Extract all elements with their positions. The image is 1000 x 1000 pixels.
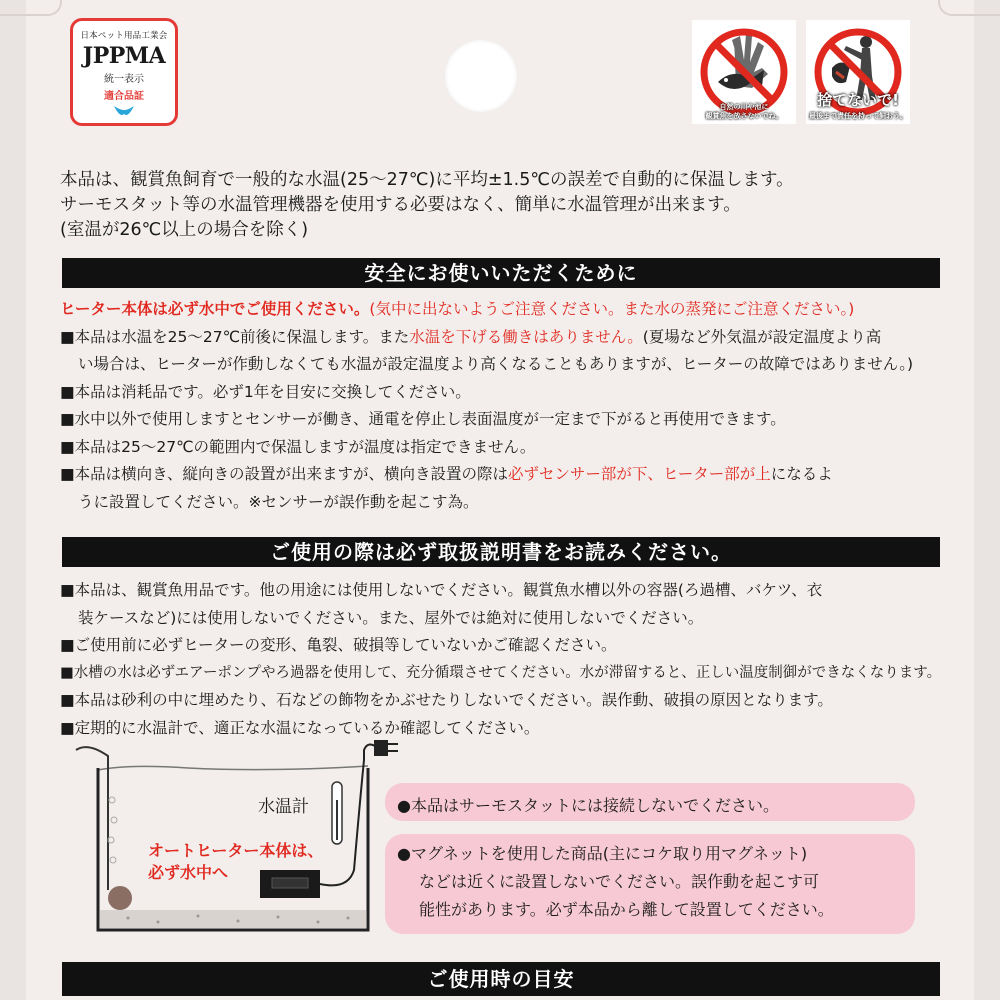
jppma-logo xyxy=(70,18,178,126)
heater-label-2: 必ず水中へ xyxy=(148,863,229,882)
warning-no-dumping xyxy=(806,20,910,124)
card-edge-left xyxy=(0,0,26,1000)
section-title-usage: ご使用時の目安 xyxy=(62,962,940,996)
safety-item-3: ■水中以外で使用しますとセンサーが働き、通電を停止し表面温度が一定まで下がると再使用できます。 xyxy=(60,410,786,428)
note-magnet xyxy=(385,834,915,934)
manual-item-1-cont: 装ケースなど)には使用しないでください。また、屋外では絶対に使用しないでください。 xyxy=(78,608,704,627)
aquarium-diagram xyxy=(68,740,398,940)
safety-item-5-b: になるよ xyxy=(770,465,833,483)
manual-item-2: ■ご使用前に必ずヒーターの変形、亀裂、破損等していないかご確認ください。 xyxy=(60,636,617,654)
section-safety-body xyxy=(60,296,944,516)
safety-item-2: ■本品は消耗品です。必ず1年を目安に交換してください。 xyxy=(60,382,471,401)
logo-leaf-icon xyxy=(112,104,136,118)
note-2-line-2: などは近くに設置しないでください。誤作動を起こす可 xyxy=(419,872,820,891)
logo-org: 日本ペット用品工業会 xyxy=(80,31,168,41)
section-title-safety: 安全にお使いいただくために xyxy=(62,258,940,288)
manual-item-3: ■水槽の水は必ずエアーポンプやろ過器を使用して、充分循環させてください。水が滞留すると、正しい温度制御ができなくなります。 xyxy=(60,664,942,681)
safety-item-1-cont: い場合は、ヒーターが作動しなくても水温が設定温度より高くなることもありますが、ヒーターの故障ではありません。) xyxy=(78,355,913,373)
safety-item-1-red: 水温を下げる働きはありません。 xyxy=(409,327,643,346)
logo-sub: 統一表示 xyxy=(104,74,144,85)
safety-item-5-a: ■本品は横向き、縦向きの設置が出来ますが、横向き設置の際は xyxy=(60,465,509,483)
warning-1-caption-1: 自然の川や池に xyxy=(719,103,769,111)
manual-item-1: ■本品は、観賞魚用品です。他の用途には使用しないでください。観賞魚水槽以外の容器(ろ過槽、バケツ、衣 xyxy=(60,581,823,599)
safety-item-5-red: 必ずセンサー部が下、ヒーター部が上 xyxy=(508,465,771,483)
intro-line-3: (室温が26℃以上の場合を除く) xyxy=(60,220,309,240)
safety-item-4: ■本品は25〜27℃の範囲内で保温しますが温度は指定できません。 xyxy=(60,437,536,456)
note-2-line-3: 能性があります。必ず本品から離して設置してください。 xyxy=(419,900,834,919)
safety-item-1 xyxy=(60,324,944,352)
card-corner-left xyxy=(0,0,62,16)
logo-cert: 適合品証 xyxy=(104,91,144,102)
card-edge-right xyxy=(974,0,1000,1000)
safety-lead-bold: ヒーター本体は必ず水中でご使用ください。 xyxy=(60,300,370,318)
note-1-text: ●本品はサーモスタットには接続しないでください。 xyxy=(397,796,779,815)
safety-lead-rest: (気中に出ないようご注意ください。また水の蒸発にご注意ください。) xyxy=(369,300,855,318)
heater-label xyxy=(148,840,323,884)
safety-item-1-a: ■本品は水温を25〜27℃前後に保温します。また xyxy=(60,327,410,346)
section-manual-body xyxy=(60,577,944,742)
logo-name: JPPMA xyxy=(82,43,166,69)
card-corner-right xyxy=(938,0,1000,16)
warning-1-caption-2: 観賞魚を放さないでね。 xyxy=(705,112,783,120)
warning-2-caption: 最後まで責任を持って飼おう。 xyxy=(809,112,907,120)
safety-item-5 xyxy=(60,461,944,489)
intro-text xyxy=(60,168,940,243)
note-thermostat xyxy=(385,783,915,821)
heater-label-1: オートヒーター本体は、 xyxy=(148,841,324,860)
section-title-manual: ご使用の際は必ず取扱説明書をお読みください。 xyxy=(62,537,940,567)
warning-no-release xyxy=(692,20,796,124)
manual-item-4: ■本品は砂利の中に埋めたり、石などの飾物をかぶせたりしないでください。誤作動、破損の原因となります。 xyxy=(60,691,833,709)
safety-item-5-cont: うに設置してください。※センサーが誤作動を起こす為。 xyxy=(78,492,479,511)
warning-2-big: 捨てないで! xyxy=(817,91,899,109)
manual-item-5: ■定期的に水温計で、適正な水温になっているか確認してください。 xyxy=(60,718,540,737)
safety-lead xyxy=(60,296,944,324)
safety-item-1-b: (夏場など外気温が設定温度より高 xyxy=(642,327,882,346)
intro-line-2: サーモスタット等の水温管理機器を使用する必要はなく、簡単に水温管理が出来ます。 xyxy=(60,195,741,215)
hang-hole xyxy=(445,40,517,112)
note-2-line-1: ●マグネットを使用した商品(主にコケ取り用マグネット) xyxy=(397,844,808,863)
thermometer-label: 水温計 xyxy=(258,797,309,817)
intro-line-1: 本品は、観賞魚飼育で一般的な水温(25〜27℃)に平均±1.5℃の誤差で自動的に保温します。 xyxy=(60,170,794,190)
